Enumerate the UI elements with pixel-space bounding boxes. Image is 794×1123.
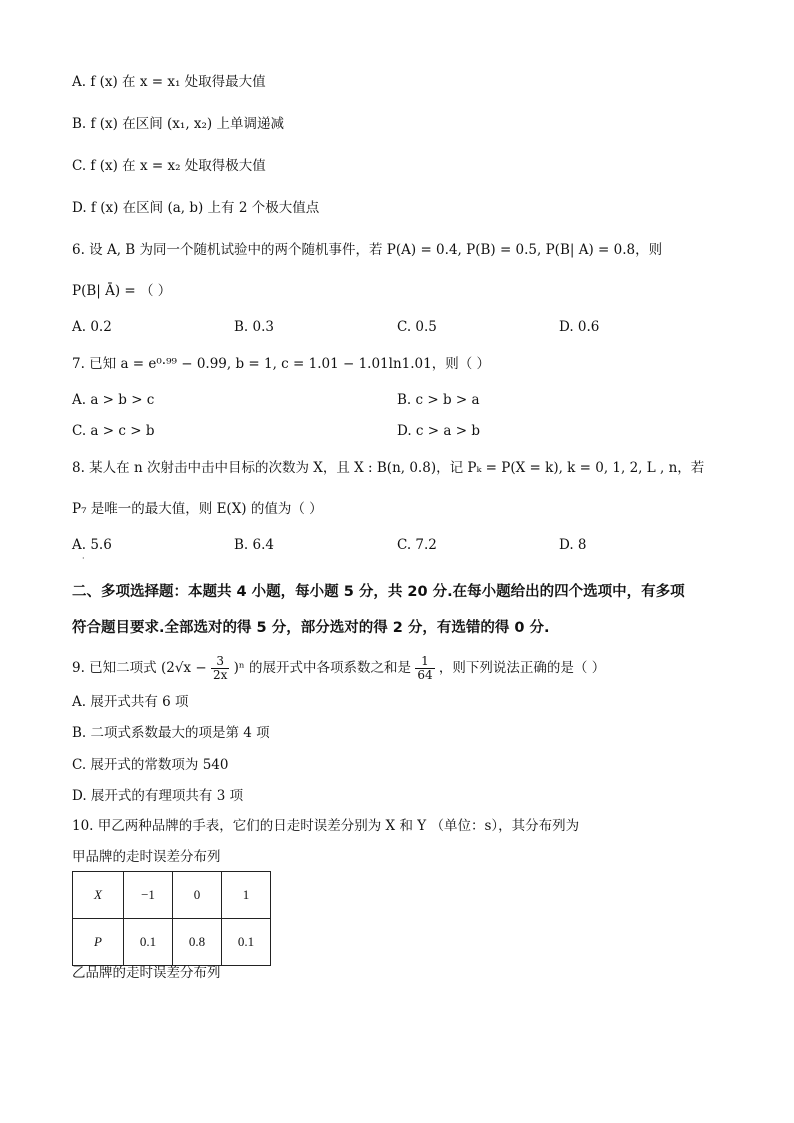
q8-option-d: D. 8 [559, 537, 587, 553]
table-cell: X [73, 872, 124, 919]
q9-stem-post: ，则下列说法正确的是（ ） [438, 660, 606, 676]
q6-stem-line2: P(B| Ā) = （ ） [72, 283, 172, 299]
q9-frac2-den: 64 [417, 668, 433, 682]
q9-fraction-2 [415, 655, 434, 682]
q9-option-d: D. 展开式的有理项共有 3 项 [72, 788, 244, 804]
table-cell: 0 [173, 872, 222, 919]
q6-options [72, 317, 712, 337]
q10-stem: 10. 甲乙两种品牌的手表，它们的日走时误差分别为 X 和 Y （单位：s），其分布列为 [72, 818, 580, 834]
q9-stem-pre: 9. 已知二项式 (2√x − [72, 660, 211, 676]
q9-option-c: C. 展开式的常数项为 540 [72, 757, 229, 773]
q10-label-brand-a: 甲品牌的走时误差分布列 [72, 849, 221, 865]
q5-option-b: B. f (x) 在区间 (x₁, x₂) 上单调递减 [72, 116, 284, 132]
stray-dot: · [82, 554, 85, 563]
q7-option-a: A. a > b > c [72, 392, 155, 408]
table-cell: P [73, 919, 124, 966]
q5-option-a: A. f (x) 在 x = x₁ 处取得最大值 [72, 74, 266, 90]
q9-stem-mid: )ⁿ 的展开式中各项系数之和是 [233, 660, 416, 676]
table-cell: 0.8 [173, 919, 222, 966]
q7-options-row2 [72, 421, 712, 441]
q10-label-brand-b: 乙品牌的走时误差分布列 [72, 965, 221, 981]
q9-option-a: A. 展开式共有 6 项 [72, 694, 189, 710]
q8-stem-line2: P₇ 是唯一的最大值，则 E(X) 的值为（ ） [72, 501, 323, 517]
brand-a-distribution-table [72, 871, 271, 966]
q6-option-d: D. 0.6 [559, 319, 600, 335]
q9-frac2-num: 1 [415, 655, 434, 669]
table-cell: 1 [222, 872, 271, 919]
q5-option-d: D. f (x) 在区间 (a, b) 上有 2 个极大值点 [72, 200, 320, 216]
q7-option-b: B. c > b > a [397, 392, 480, 408]
q8-option-b: B. 6.4 [234, 537, 274, 553]
table-cell: 0.1 [222, 919, 271, 966]
table-row [73, 872, 271, 919]
q7-option-d: D. c > a > b [397, 423, 480, 439]
q7-option-c: C. a > c > b [72, 423, 155, 439]
table-cell: 0.1 [124, 919, 173, 966]
q8-options [72, 535, 712, 555]
q9-frac-den: 2x [212, 668, 228, 682]
q8-stem-line1: 8. 某人在 n 次射击中击中目标的次数为 X，且 X : B(n, 0.8)，记 Pₖ = P(X = k), k = 0, 1, 2, L , n，若 [72, 460, 705, 476]
q9-option-b: B. 二项式系数最大的项是第 4 项 [72, 725, 270, 741]
q7-options-row1 [72, 390, 712, 410]
q6-option-a: A. 0.2 [72, 319, 112, 335]
section2-heading-line1: 二、多项选择题：本题共 4 小题，每小题 5 分，共 20 分.在每小题给出的四个选项中，有多项 [72, 584, 685, 600]
q7-stem: 7. 已知 a = e⁰·⁹⁹ − 0.99, b = 1, c = 1.01 − 1.01ln1.01，则（ ） [72, 356, 490, 372]
q8-option-a: A. 5.6 [72, 537, 112, 553]
section2-heading-line2: 符合题目要求.全部选对的得 5 分，部分选对的得 2 分，有选错的得 0 分. [72, 620, 550, 636]
q6-option-b: B. 0.3 [234, 319, 274, 335]
q9-frac-num: 3 [211, 655, 229, 669]
table-row [73, 919, 271, 966]
q6-stem-line1: 6. 设 A, B 为同一个随机试验中的两个随机事件，若 P(A) = 0.4, P(B) = 0.5, P(B| A) = 0.8，则 [72, 242, 663, 258]
q9-fraction [211, 655, 229, 682]
q9-stem [72, 654, 605, 682]
q6-option-c: C. 0.5 [397, 319, 437, 335]
q5-option-c: C. f (x) 在 x = x₂ 处取得极大值 [72, 158, 266, 174]
q8-option-c: C. 7.2 [397, 537, 437, 553]
table-cell: −1 [124, 872, 173, 919]
